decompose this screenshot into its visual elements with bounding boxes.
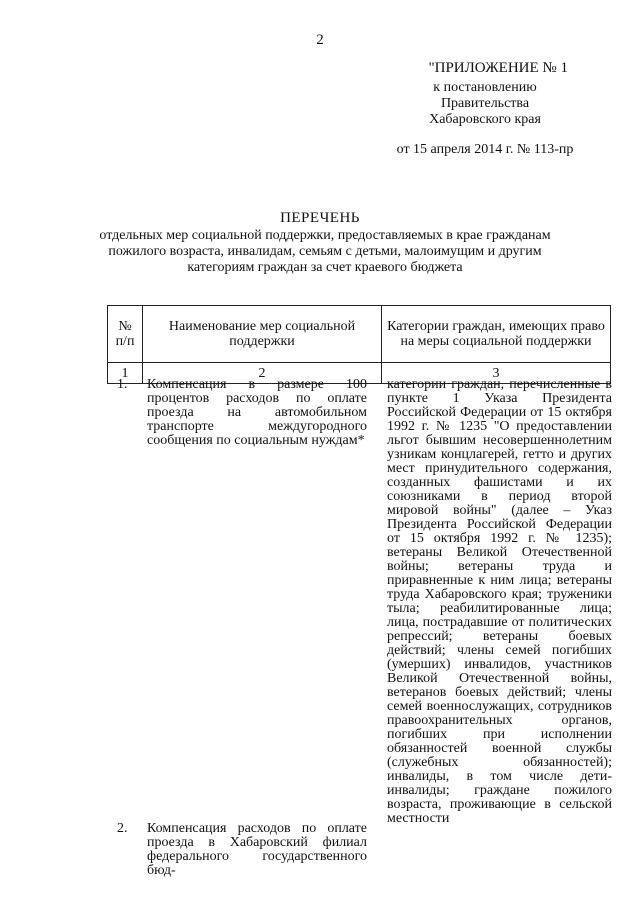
row-number: 2. — [117, 821, 128, 836]
header-col-measure: Наименование мер социальной поддержки — [143, 306, 382, 363]
row-measure: Компенсация в размере 100 процентов расходов по оплате проезда на автомобильном транспорте междугородного сообщения по социальным нуждам* — [147, 377, 367, 448]
annex-line-2: Правительства — [440, 96, 530, 111]
page-number: 2 — [316, 32, 324, 48]
col-number-1: 1 — [108, 363, 143, 384]
document-title: ПЕРЕЧЕНЬ — [280, 210, 360, 226]
annex-line-3: Хабаровского края — [429, 112, 541, 127]
row-number: 1. — [117, 377, 128, 392]
row-categories: категории граждан, перечисленные в пункте 1 Указа Президента Российской Федерации от 15 октября 1992 г. № 1235 "О предоставлении льгот бывшим несовершеннолетним узникам концлагерей, гетто и других мест принудительного содержания, созданных фашистами и их союзниками в период второй мировой войны" (далее – Указ Президента Российской Федерации от 15 октября 1992 г. № 1235); ветераны Великой Отечественной войны; ветераны труда и приравненные к ним лица; ветераны труда Хабаровского края; труженики тыла; реабилитированные лица; лица, пострадавшие от политических репрессий; ветераны боевых действий; члены семей погибших (умерших) инвалидов, участников Великой Отечественной войны, ветеранов боевых действий; члены семей военнослужащих, сотрудников правоохранительных органов, погибших при исполнении обязанностей военной службы (служебных обязанностей); инвалиды, в том числе дети-инвалиды; граждане пожилого возраста, проживающие в сельской местности — [387, 377, 612, 826]
col-number-3: 3 — [382, 363, 611, 384]
annex-date: от 15 апреля 2014 г. № 113-пр — [396, 142, 574, 157]
header-col-number: № п/п — [108, 306, 143, 363]
document-subtitle: отдельных мер социальной поддержки, предоставляемых в крае гражданам пожилого возраста, инвалидам, семьям с детьми, малоимущим и другим категориям граждан за счет краевого бюджета — [99, 228, 551, 275]
header-col-categories: Категории граждан, имеющих право на меры социальной поддержки — [382, 306, 611, 363]
annex-block — [390, 60, 580, 158]
annex-line-1: к постановлению — [433, 80, 537, 95]
col-number-2: 2 — [143, 363, 382, 384]
header-row — [108, 306, 611, 363]
row-measure: Компенсация расходов по оплате проезда в Хабаровский филиал федерального государственного бюд- — [147, 821, 367, 878]
table-header — [107, 305, 611, 384]
annex-heading: "ПРИЛОЖЕНИЕ № 1 — [428, 60, 568, 76]
